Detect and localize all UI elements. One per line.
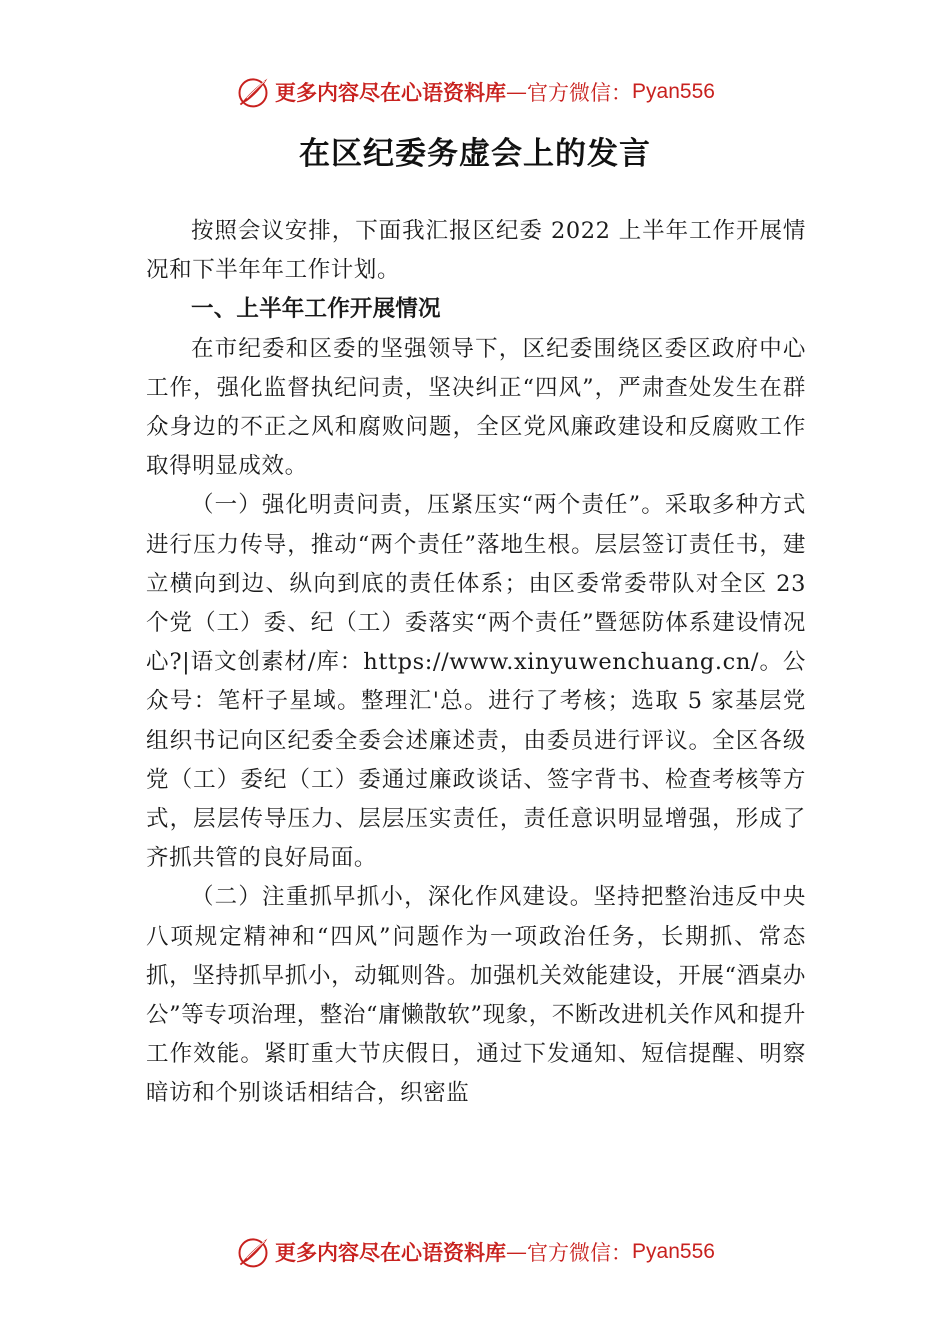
banner-library-text: 更多内容尽在心语资料库	[275, 80, 507, 105]
body-paragraph: （一）强化明责问责，压紧压实“两个责任”。采取多种方式进行压力传导，推动“两个责任”落地生根。层层签订责任书，建立横向到边、纵向到底的责任体系；由区委常委带队对全区 23 个党（工）委、纪（工）委落实“两个责任”暨惩防体系建设情况心?|语文创素材/库：https://www.xinyuwenchuang.cn/。公众号：笔杆子星域。整理汇'总。进行了考核；选取 5 家基层党组织书记向区纪委全委会述廉述责，由委员进行评议。全区各级党（工）委纪（工）委通过廉政谈话、签字背书、检查考核等方式，层层传导压力、层层压实责任，责任意识明显增强，形成了齐抓共管的良好局面。	[146, 492, 806, 872]
header-watermark-banner	[0, 70, 950, 114]
banner-wechat-label: 官方微信：	[527, 81, 633, 105]
body-paragraph: 在市纪委和区委的坚强领导下，区纪委围绕区委区政府中心工作，强化监督执纪问责，坚决纠正“四风”，严肃查处发生在群众身边的不正之风和腐败问题，全区党风廉政建设和反腐败工作取得明显成效。	[146, 335, 806, 480]
banner-separator: —	[506, 80, 528, 104]
footer-watermark-banner	[0, 1230, 950, 1274]
banner-wechat-id: Pyan556	[632, 1240, 715, 1263]
banner-wechat-label: 官方微信：	[527, 1241, 633, 1265]
banner-wechat-id: Pyan556	[632, 80, 715, 103]
banner-library-text: 更多内容尽在心语资料库	[275, 1240, 507, 1265]
quill-pen-logo-icon	[235, 74, 271, 110]
document-body	[146, 212, 806, 1114]
intro-paragraph: 按照会议安排，下面我汇报区纪委 2022 上半年工作开展情况和下半年年工作计划。	[146, 218, 806, 284]
banner-separator: —	[506, 1240, 528, 1264]
section-heading: 一、上半年工作开展情况	[191, 296, 441, 323]
quill-pen-logo-icon	[235, 1234, 271, 1270]
body-paragraph: （二）注重抓早抓小，深化作风建设。坚持把整治违反中央八项规定精神和“四风”问题作为一项政治任务，长期抓、常态抓，坚持抓早抓小，动辄则咎。加强机关效能建设，开展“酒桌办公”等专项治理，整治“庸懒散软”现象，不断改进机关作风和提升工作效能。紧盯重大节庆假日，通过下发通知、短信提醒、明察暗访和个别谈话相结合，织密监	[146, 884, 807, 1107]
document-title: 在区纪委务虚会上的发言	[299, 136, 651, 172]
